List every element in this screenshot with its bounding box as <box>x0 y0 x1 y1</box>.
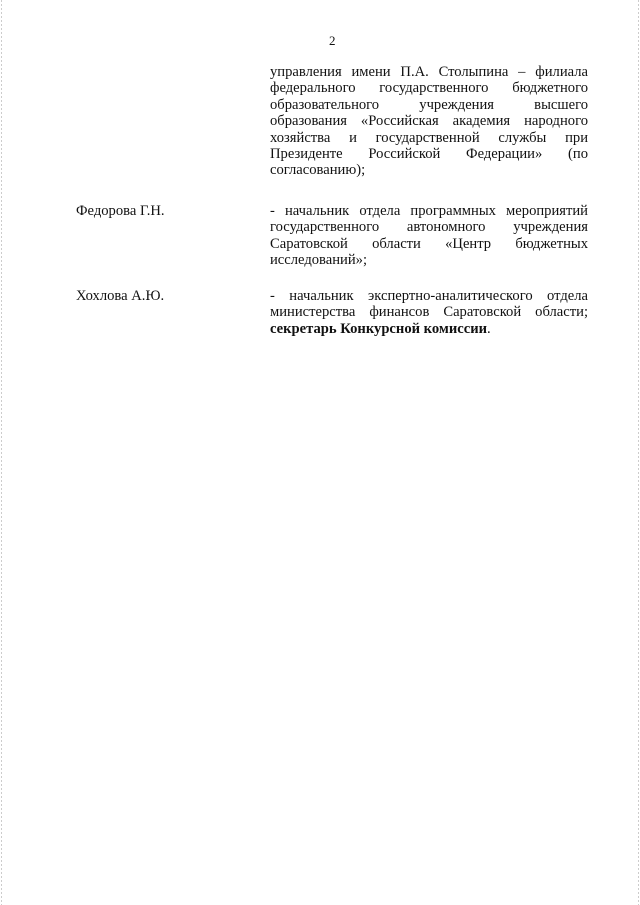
text-line: исследований»; <box>270 252 368 269</box>
scan-edge-left <box>1 0 2 905</box>
text-line: министерства финансов Саратовской области; <box>270 304 588 321</box>
text-line: - начальник экспертно-аналитического отдела <box>270 288 588 304</box>
member-description <box>270 203 588 269</box>
text-line: образовательного учреждения высшего <box>270 96 588 113</box>
member-description <box>270 288 588 337</box>
secretary-role: секретарь Конкурсной комиссии <box>270 320 488 337</box>
text-line: Саратовской области «Центр бюджетных <box>270 235 588 252</box>
text-line: согласованию); <box>270 162 366 179</box>
intro-text <box>270 64 588 179</box>
page-number: 2 <box>329 33 336 48</box>
member-name: Федорова Г.Н. <box>76 203 165 219</box>
text-line: образования «Российская академия народного <box>270 113 588 130</box>
member-name: Хохлова А.Ю. <box>76 288 165 304</box>
text-line: хозяйства и государственной службы при <box>270 129 588 146</box>
text-line: управления имени П.А. Столыпина – филиала <box>270 64 588 80</box>
text-line <box>270 321 588 337</box>
period: . <box>487 320 491 337</box>
text-line: Президенте Российской Федерации» (по <box>270 146 588 163</box>
text-line: - начальник отдела программных мероприятий <box>270 203 588 219</box>
text-line: федерального государственного бюджетного <box>270 80 588 97</box>
scan-edge-right <box>638 0 639 905</box>
text-line: государственного автономного учреждения <box>270 219 588 236</box>
